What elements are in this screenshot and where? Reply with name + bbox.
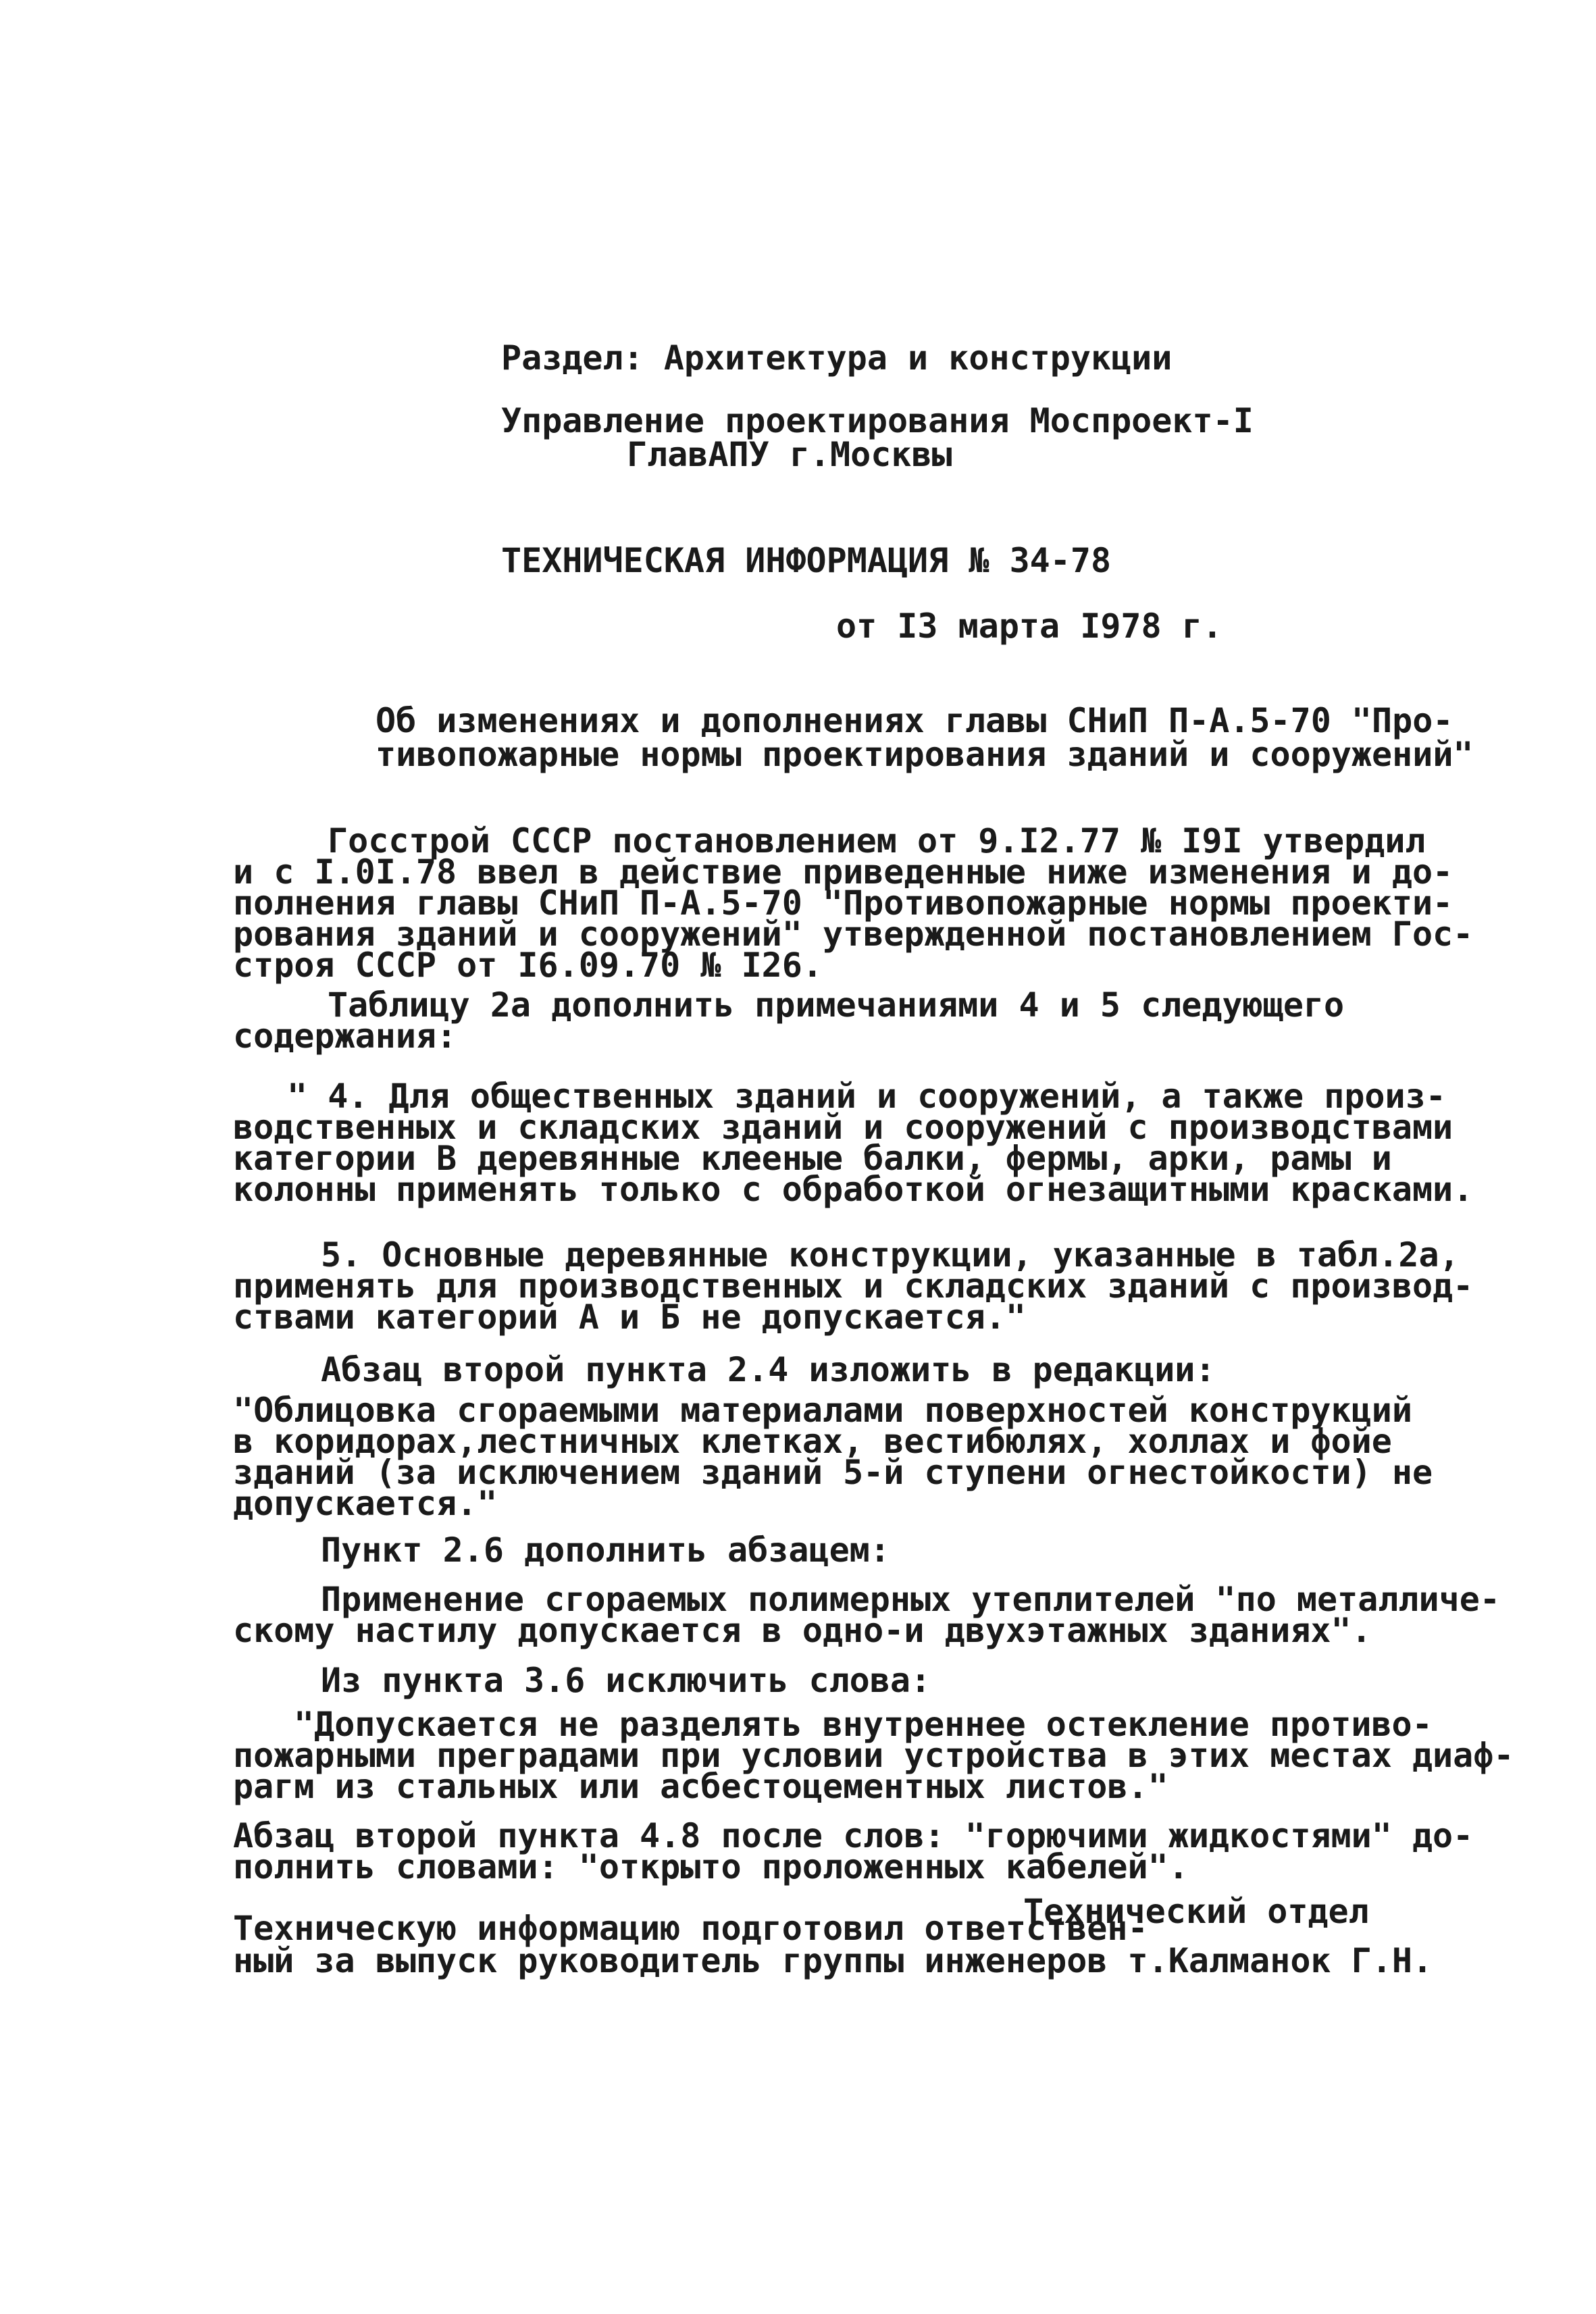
document-date: от I3 марта I978 г. <box>836 607 1222 646</box>
paragraph-3-6-text: "Допускается не разделять внутреннее остекление противо- пожарными преградами при условии устройства в этих местах диаф- рагм из стальных или асбестоцементных листов." <box>233 1705 1514 1806</box>
organization-line-2: ГлавАПУ г.Москвы <box>627 435 952 474</box>
organization-line-1: Управление проектирования Моспроект-I <box>501 401 1254 440</box>
table-note-intro: Таблицу 2а дополнить примечаниями 4 и 5 следующего содержания: <box>233 985 1345 1056</box>
note-4: " 4. Для общественных зданий и сооружений, а также произ- водственных и складских зданий и сооружений с производствами категории В деревянные клееные балки, фермы, арки, рамы и колонны применять только с обработкой огнезащитными красками. <box>233 1077 1474 1209</box>
paragraph-4-8: Абзац второй пункта 4.8 после слов: "горючими жидкостями" до- полнить словами: "открыто проложенных кабелей". <box>233 1816 1474 1886</box>
document-title: ТЕХНИЧЕСКАЯ ИНФОРМАЦИЯ № 34-78 <box>501 541 1112 580</box>
subject-line-1: Об изменениях и дополнениях главы СНиП П-А.5-70 "Про- <box>376 701 1453 740</box>
paragraph-3-6-intro: Из пункта 3.6 исключить слова: <box>321 1661 931 1700</box>
department-label: Технический отдел <box>1023 1892 1369 1931</box>
note-5: 5. Основные деревянные конструкции, указанные в табл.2а, применять для производственных и складских зданий с производ- ствами категорий А и Б не допускается." <box>233 1235 1474 1337</box>
paragraph-2-4-intro: Абзац второй пункта 2.4 изложить в редакции: <box>321 1350 1216 1389</box>
prepared-by-line-2: ный за выпуск руководитель группы инженеров т.Калманок Г.Н. <box>233 1941 1433 1980</box>
prepared-by-line-1: Техническую информацию подготовил ответствен- <box>233 1909 1148 1948</box>
paragraph-2-6-text: Применение сгораемых полимерных утеплителей "по металличе- скому настилу допускается в одно-и двухэтажных зданиях". <box>233 1580 1500 1650</box>
paragraph-2-6-intro: Пункт 2.6 дополнить абзацем: <box>321 1531 890 1570</box>
section-heading: Раздел: Архитектура и конструкции <box>501 338 1173 378</box>
intro-paragraph: Госстрой СССР постановлением от 9.I2.77 № I9I утвердил и с I.0I.78 ввел в действие приведенные ниже изменения и до- полнения главы СНиП П-А.5-70 "Противопожарные нормы проекти- рования зданий и сооружений" утвержденной постановлением Гос- строя СССР от I6.09.70 № I26. <box>233 821 1474 985</box>
paragraph-2-4-text: "Облицовка сгораемыми материалами поверхностей конструкций в коридорах,лестничных клетках, вестибюлях, холлах и фойе зданий (за исключением зданий 5-й ступени огнестойкости) не допускается." <box>233 1391 1433 1523</box>
subject-line-2: тивопожарные нормы проектирования зданий и сооружений" <box>376 735 1474 774</box>
